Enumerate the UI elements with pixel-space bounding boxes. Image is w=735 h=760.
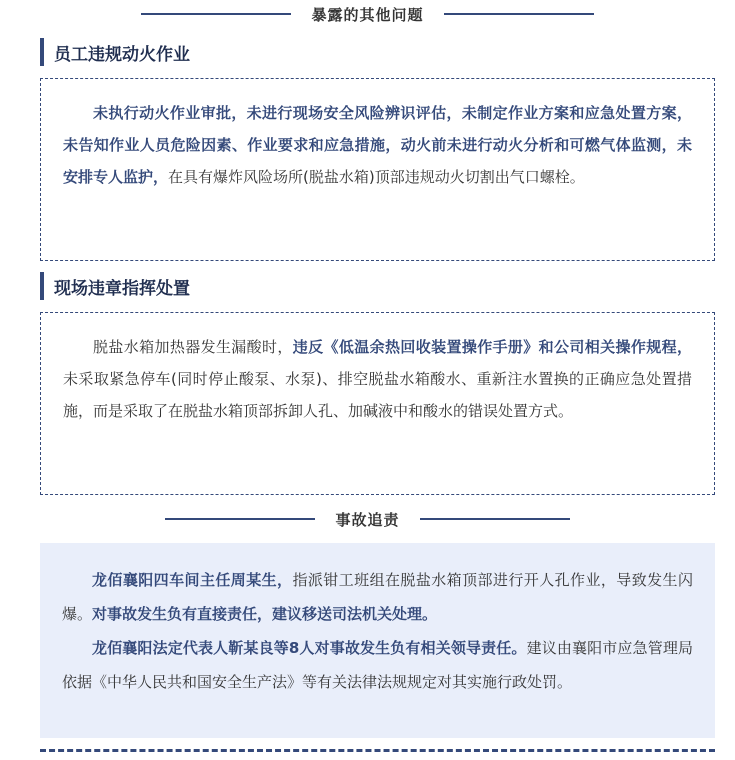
highlighted-text: 龙佰襄阳法定代表人靳某良等8人对事故发生负有相关领导责任。 bbox=[92, 639, 527, 657]
divider-title-accountability: 事故追责 bbox=[335, 510, 400, 529]
body-text: 指派钳工班组在脱盐水箱顶部进行开人孔作业，导致发生闪爆。 bbox=[62, 571, 693, 623]
content-box-illegal-command bbox=[40, 312, 715, 495]
content-box-hot-work bbox=[40, 78, 715, 261]
divider-line-left bbox=[165, 518, 315, 520]
heading-accent-bar bbox=[40, 272, 44, 300]
section-divider-accountability bbox=[0, 507, 735, 531]
divider-line-right bbox=[444, 13, 594, 15]
highlighted-text: 违反《低温余热回收装置操作手册》和公司相关操作规程， bbox=[292, 338, 692, 356]
body-text: 建议由襄阳市应急管理局依据《中华人民共和国安全生产法》等有关法律法规规定对其实施行政处罚。 bbox=[62, 639, 693, 691]
section-heading-illegal-command bbox=[40, 272, 190, 300]
highlighted-text: 龙佰襄阳四车间主任周某生， bbox=[92, 571, 293, 589]
paragraph-illegal-command bbox=[63, 331, 692, 427]
body-text: 未采取紧急停车(同时停止酸泵、水泵)、排空脱盐水箱酸水、重新注水置换的正确应急处置措施，而是采取了在脱盐水箱顶部拆卸人孔、加碱液中和酸水的错误处置方式。 bbox=[63, 370, 692, 420]
accountability-panel bbox=[40, 543, 715, 738]
paragraph-direct-responsibility bbox=[62, 563, 693, 631]
bottom-dashed-divider bbox=[40, 749, 715, 752]
highlighted-text: 对事故发生负有直接责任，建议移送司法机关处理。 bbox=[92, 605, 438, 623]
section-divider-exposed-issues bbox=[0, 2, 735, 26]
paragraph-leadership-responsibility bbox=[62, 631, 693, 699]
paragraph-hot-work bbox=[63, 97, 692, 193]
body-text: 在具有爆炸风险场所(脱盐水箱)顶部违规动火切割出气口螺栓。 bbox=[168, 168, 585, 186]
heading-accent-bar bbox=[40, 38, 44, 66]
divider-line-right bbox=[420, 518, 570, 520]
body-text: 脱盐水箱加热器发生漏酸时， bbox=[93, 338, 293, 356]
section-title: 现场违章指挥处置 bbox=[54, 278, 190, 299]
highlighted-text: 未执行动火作业审批，未进行现场安全风险辨识评估，未制定作业方案和应急处置方案，未告知作业人员危险因素、作业要求和应急措施，动火前未进行动火分析和可燃气体监测，未安排专人监护， bbox=[63, 104, 692, 186]
section-heading-unauthorized-hot-work bbox=[40, 38, 190, 66]
divider-line-left bbox=[141, 13, 291, 15]
section-title: 员工违规动火作业 bbox=[54, 44, 190, 65]
divider-title-exposed-issues: 暴露的其他问题 bbox=[311, 5, 424, 24]
